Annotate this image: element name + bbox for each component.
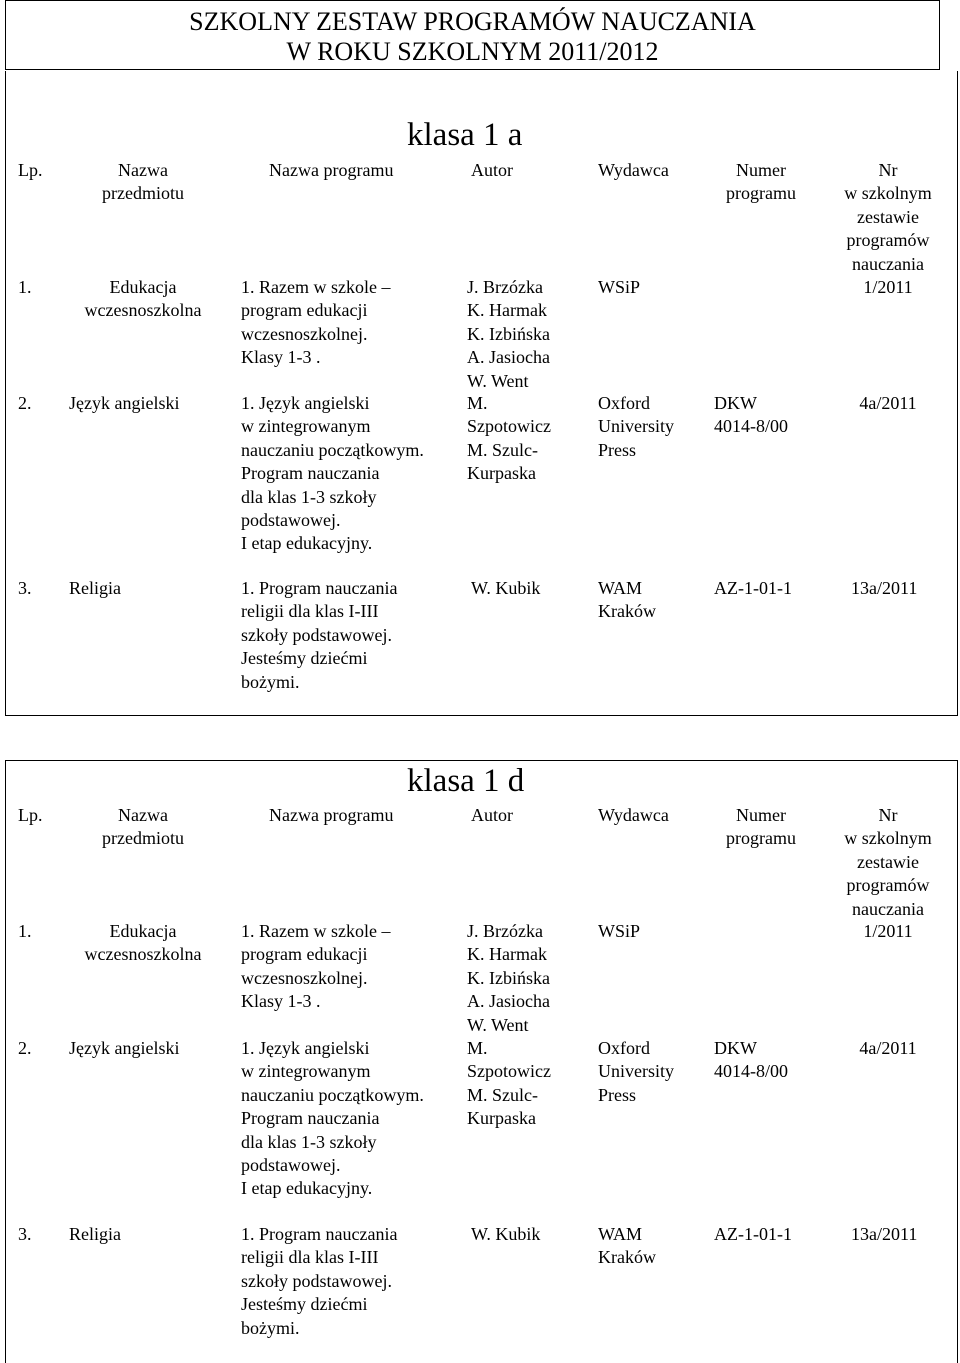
- row-2-set-number: 4a/2011: [859, 393, 917, 413]
- row-3-subject: Religia: [69, 578, 121, 598]
- row-2-lp: 2.: [18, 1038, 32, 1058]
- header-author: Autor: [471, 160, 513, 180]
- row-3-number: AZ-1-01-1: [714, 578, 792, 598]
- row-1-lp: 1.: [18, 921, 32, 941]
- header-lp: Lp.: [18, 805, 43, 825]
- row-3-publisher: WAM Kraków: [598, 1224, 656, 1268]
- row-1-program: 1. Razem w szkole – program edukacji wczesnoszkolnej. Klasy 1-3 .: [241, 921, 391, 1012]
- document-title-line-2: W ROKU SZKOLNYM 2011/2012: [286, 37, 659, 66]
- row-3-set-number: 13a/2011: [851, 1224, 918, 1244]
- document-title-box: [5, 0, 940, 70]
- header-author: Autor: [471, 805, 513, 825]
- class-label: klasa 1 d: [407, 763, 525, 799]
- header-subject: Nazwa przedmiotu: [102, 805, 184, 849]
- row-2-author: M. Szpotowicz M. Szulc- Kurpaska: [467, 1038, 551, 1129]
- section-klasa-1d: [5, 760, 958, 1363]
- row-3-publisher: WAM Kraków: [598, 578, 656, 622]
- row-1-subject: Edukacja wczesnoszkolna: [84, 277, 202, 321]
- document-title-line-1: SZKOLNY ZESTAW PROGRAMÓW NAUCZANIA: [189, 7, 756, 36]
- header-publisher: Wydawca: [598, 160, 669, 180]
- row-2-publisher: Oxford University Press: [598, 1038, 674, 1105]
- row-3-lp: 3.: [18, 578, 32, 598]
- header-set-number: Nr w szkolnym zestawie programów nauczania: [844, 805, 932, 919]
- header-set-number: Nr w szkolnym zestawie programów nauczania: [844, 160, 932, 274]
- header-program-name: Nazwa programu: [269, 160, 394, 180]
- row-3-lp: 3.: [18, 1224, 32, 1244]
- section-klasa-1a: [5, 71, 958, 716]
- row-2-author: M. Szpotowicz M. Szulc- Kurpaska: [467, 393, 551, 484]
- row-3-program: 1. Program nauczania religii dla klas I-III szkoły podstawowej. Jesteśmy dziećmi bożymi.: [241, 1224, 398, 1338]
- row-3-author: W. Kubik: [471, 1224, 541, 1244]
- row-2-number: DKW 4014-8/00: [714, 393, 788, 437]
- row-1-author: J. Brzózka K. Harmak K. Izbińska A. Jasiocha W. Went: [467, 277, 550, 391]
- row-3-number: AZ-1-01-1: [714, 1224, 792, 1244]
- header-program-number: Numer programu: [726, 160, 796, 204]
- row-3-subject: Religia: [69, 1224, 121, 1244]
- row-2-number: DKW 4014-8/00: [714, 1038, 788, 1082]
- row-1-publisher: WSiP: [598, 277, 641, 297]
- row-2-set-number: 4a/2011: [859, 1038, 917, 1058]
- row-1-set-number: 1/2011: [863, 277, 913, 297]
- row-3-program: 1. Program nauczania religii dla klas I-III szkoły podstawowej. Jesteśmy dziećmi bożymi.: [241, 578, 398, 692]
- row-1-subject: Edukacja wczesnoszkolna: [84, 921, 202, 965]
- row-1-lp: 1.: [18, 277, 32, 297]
- header-lp: Lp.: [18, 160, 43, 180]
- header-program-number: Numer programu: [726, 805, 796, 849]
- header-subject: Nazwa przedmiotu: [102, 160, 184, 204]
- header-program-name: Nazwa programu: [269, 805, 394, 825]
- header-publisher: Wydawca: [598, 805, 669, 825]
- row-2-program: 1. Język angielski w zintegrowanym nauczaniu początkowym. Program nauczania dla klas 1-3 szkoły podstawowej. I etap edukacyjny.: [241, 393, 424, 554]
- row-2-publisher: Oxford University Press: [598, 393, 674, 460]
- class-label: klasa 1 a: [407, 117, 523, 153]
- row-1-program: 1. Razem w szkole – program edukacji wczesnoszkolnej. Klasy 1-3 .: [241, 277, 391, 368]
- row-2-lp: 2.: [18, 393, 32, 413]
- row-1-set-number: 1/2011: [863, 921, 913, 941]
- row-2-subject: Język angielski: [69, 1038, 180, 1058]
- row-1-publisher: WSiP: [598, 921, 641, 941]
- row-2-program: 1. Język angielski w zintegrowanym nauczaniu początkowym. Program nauczania dla klas 1-3 szkoły podstawowej. I etap edukacyjny.: [241, 1038, 424, 1199]
- row-1-author: J. Brzózka K. Harmak K. Izbińska A. Jasiocha W. Went: [467, 921, 550, 1035]
- row-2-subject: Język angielski: [69, 393, 180, 413]
- row-3-set-number: 13a/2011: [851, 578, 918, 598]
- row-3-author: W. Kubik: [471, 578, 541, 598]
